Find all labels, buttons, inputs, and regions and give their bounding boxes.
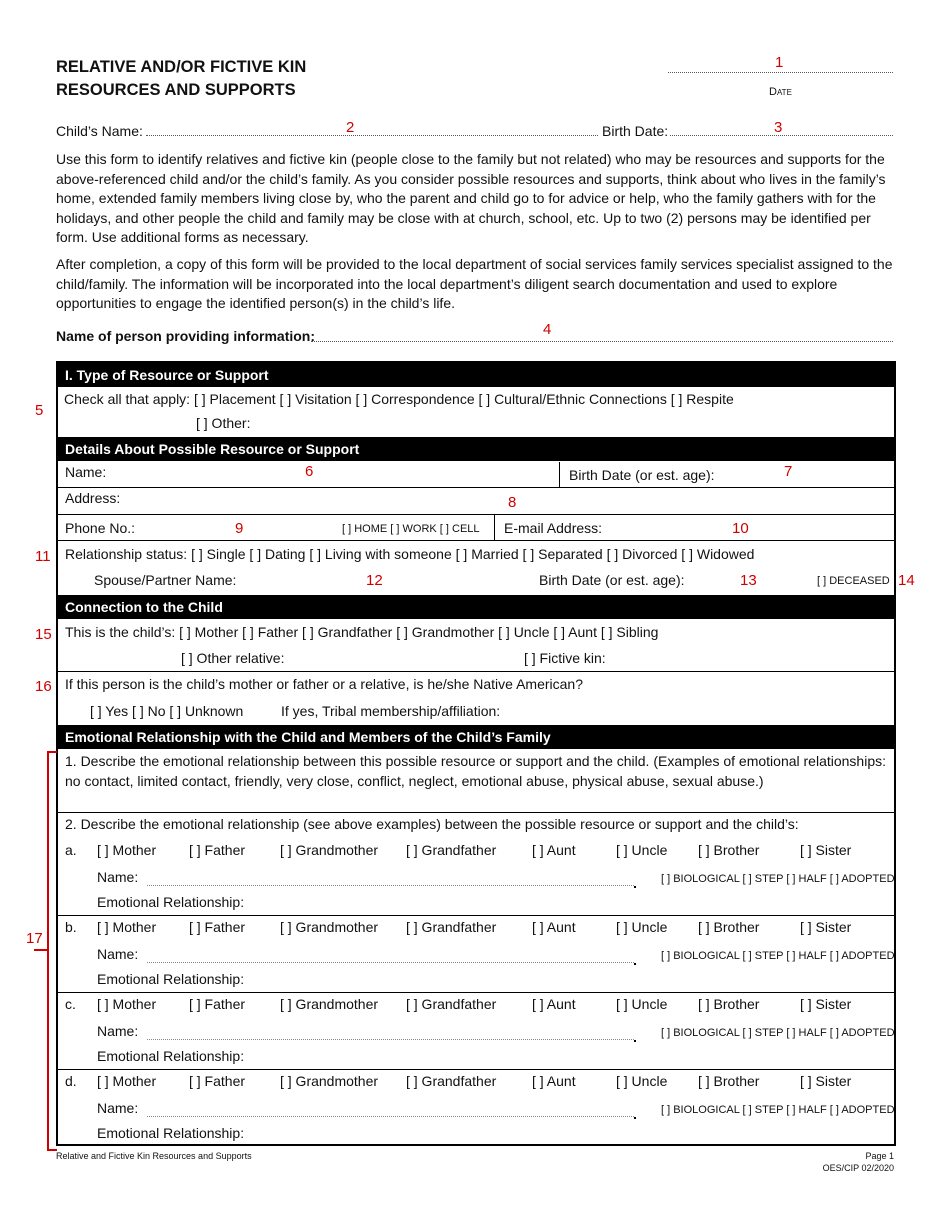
footer-page: Page 1 [865, 1151, 894, 1161]
form-title-line1: RELATIVE AND/OR FICTIVE KIN [56, 58, 307, 76]
dot-icon [634, 963, 636, 965]
option-father[interactable]: [ ] Father [189, 919, 246, 935]
option-aunt[interactable]: [ ] Aunt [532, 919, 576, 935]
option-mother[interactable]: [ ] Mother [97, 996, 157, 1012]
spouse-name-label: Spouse/Partner Name: [94, 572, 237, 588]
row-divider [57, 514, 895, 515]
row-name-label: Name: [97, 1023, 139, 1039]
option-father[interactable]: [ ] Father [189, 1073, 246, 1089]
marker-3: 3 [774, 119, 783, 136]
row-divider [57, 671, 895, 672]
emotional-question-1: 1. Describe the emotional relationship between this possible resource or support and the child. (Examples of emotional relationships: no contact, limited contact, friendly, very close, conflict, neglect, emotional abuse, physical abuse, sexual abuse.) [65, 753, 887, 789]
option-brother[interactable]: [ ] Brother [698, 919, 760, 935]
row-emotional-label: Emotional Relationship: [97, 1125, 245, 1141]
row-divider [57, 992, 895, 993]
option-uncle[interactable]: [ ] Uncle [616, 842, 668, 858]
marker-17: 17 [26, 930, 43, 947]
name-label: Name: [65, 464, 107, 480]
option-sister[interactable]: [ ] Sister [800, 842, 852, 858]
option-grandmother[interactable]: [ ] Grandmother [280, 842, 379, 858]
row-name-field[interactable] [147, 1039, 634, 1040]
cell-divider [494, 514, 495, 540]
row-letter: d. [65, 1073, 77, 1089]
spouse-birth-label: Birth Date (or est. age): [539, 572, 685, 588]
row-name-label: Name: [97, 946, 139, 962]
option-uncle[interactable]: [ ] Uncle [616, 996, 668, 1012]
row-relation-type-options[interactable]: [ ] BIOLOGICAL [ ] STEP [ ] HALF [ ] ADOPTED [661, 873, 895, 885]
option-grandfather[interactable]: [ ] Grandfather [406, 996, 497, 1012]
option-uncle[interactable]: [ ] Uncle [616, 919, 668, 935]
intro-paragraph-1: Use this form to identify relatives and fictive kin (people close to the family but not related) who may be resources and supports for the above-referenced child and/or the child’s family. As you consider possible resources and supports, think about who lives in the family’s home, extended family members living close by, who the parent and child go to for advice or help, who the family gathers with for the holidays, and other people the child and family may be close with at church, school, etc. Up to two (2) persons may be identified per form. Use additional forms as necessary. [56, 151, 886, 245]
row-divider [57, 915, 895, 916]
marker-14: 14 [898, 572, 915, 589]
marker-8: 8 [508, 494, 517, 511]
child-relation-options[interactable]: This is the child’s: [ ] Mother [ ] Father [ ] Grandfather [ ] Grandmother [ ] Uncle [ ] Aunt [ ] Sibling [65, 624, 659, 640]
phone-label: Phone No.: [65, 520, 136, 536]
row-name-field[interactable] [147, 1116, 634, 1117]
row-divider [57, 487, 895, 488]
option-aunt[interactable]: [ ] Aunt [532, 842, 576, 858]
row-emotional-label: Emotional Relationship: [97, 894, 245, 910]
marker-6: 6 [305, 463, 314, 480]
marker-4: 4 [543, 321, 552, 338]
row-name-field[interactable] [147, 962, 634, 963]
email-label: E-mail Address: [504, 520, 603, 536]
form-title-line2: RESOURCES AND SUPPORTS [56, 81, 296, 99]
option-grandfather[interactable]: [ ] Grandfather [406, 919, 497, 935]
deceased-checkbox[interactable]: [ ] DECEASED [817, 575, 890, 587]
row-relation-type-options[interactable]: [ ] BIOLOGICAL [ ] STEP [ ] HALF [ ] ADOPTED [661, 1104, 895, 1116]
option-mother[interactable]: [ ] Mother [97, 919, 157, 935]
phone-type-options[interactable]: [ ] HOME [ ] WORK [ ] CELL [342, 523, 480, 535]
option-brother[interactable]: [ ] Brother [698, 996, 760, 1012]
child-name-label: Child’s Name: [56, 123, 143, 139]
fictive-kin-option[interactable]: [ ] Fictive kin: [524, 650, 606, 666]
option-grandmother[interactable]: [ ] Grandmother [280, 996, 379, 1012]
section-emotional-header: Emotional Relationship with the Child and Members of the Child’s Family [57, 725, 895, 749]
footer-title: Relative and Fictive Kin Resources and Supports [56, 1151, 252, 1161]
bracket-17 [47, 751, 57, 1151]
option-grandmother[interactable]: [ ] Grandmother [280, 1073, 379, 1089]
row-divider [57, 540, 895, 541]
bracket-tick [34, 949, 48, 951]
option-mother[interactable]: [ ] Mother [97, 1073, 157, 1089]
marker-5: 5 [35, 402, 44, 419]
marker-1: 1 [775, 54, 784, 71]
resource-type-options[interactable]: Check all that apply: [ ] Placement [ ] Visitation [ ] Correspondence [ ] Cultural/Ethnic Connections [ ] Respite [64, 391, 734, 407]
option-uncle[interactable]: [ ] Uncle [616, 1073, 668, 1089]
cell-divider [559, 462, 560, 488]
resource-other-option[interactable]: [ ] Other: [196, 415, 251, 431]
option-father[interactable]: [ ] Father [189, 996, 246, 1012]
option-aunt[interactable]: [ ] Aunt [532, 996, 576, 1012]
resource-birth-label: Birth Date (or est. age): [569, 467, 715, 483]
section-type-header: I. Type of Resource or Support [57, 363, 895, 387]
marker-2: 2 [346, 119, 355, 136]
row-letter: a. [65, 842, 77, 858]
native-american-options[interactable]: [ ] Yes [ ] No [ ] Unknown [90, 703, 244, 719]
marker-10: 10 [732, 520, 749, 537]
marker-13: 13 [740, 572, 757, 589]
option-grandfather[interactable]: [ ] Grandfather [406, 842, 497, 858]
row-name-label: Name: [97, 1100, 139, 1116]
marker-16: 16 [35, 678, 52, 695]
option-brother[interactable]: [ ] Brother [698, 1073, 760, 1089]
row-name-label: Name: [97, 869, 139, 885]
option-father[interactable]: [ ] Father [189, 842, 246, 858]
intro-paragraph-2: After completion, a copy of this form will be provided to the local department of social services family services specialist assigned to the child/family. The information will be incorporated into the local department’s diligent search documentation and used to explore opportunities to engage the identified person(s) in the child’s life. [56, 256, 893, 311]
relationship-status-options[interactable]: Relationship status: [ ] Single [ ] Dating [ ] Living with someone [ ] Married [ ] Separated [ ] Divorced [ ] Widowed [65, 546, 755, 562]
option-grandfather[interactable]: [ ] Grandfather [406, 1073, 497, 1089]
option-sister[interactable]: [ ] Sister [800, 996, 852, 1012]
option-brother[interactable]: [ ] Brother [698, 842, 760, 858]
date-label: Date [769, 86, 792, 98]
person-providing-field[interactable] [311, 331, 893, 342]
row-relation-type-options[interactable]: [ ] BIOLOGICAL [ ] STEP [ ] HALF [ ] ADOPTED [661, 950, 895, 962]
marker-12: 12 [366, 572, 383, 589]
person-providing-label: Name of person providing information: [56, 328, 316, 344]
row-relation-type-options[interactable]: [ ] BIOLOGICAL [ ] STEP [ ] HALF [ ] ADOPTED [661, 1027, 895, 1039]
option-sister[interactable]: [ ] Sister [800, 919, 852, 935]
marker-7: 7 [784, 463, 793, 480]
dot-icon [634, 886, 636, 888]
option-mother[interactable]: [ ] Mother [97, 842, 157, 858]
option-aunt[interactable]: [ ] Aunt [532, 1073, 576, 1089]
row-emotional-label: Emotional Relationship: [97, 1048, 245, 1064]
marker-11: 11 [35, 548, 51, 565]
birth-date-label: Birth Date: [602, 123, 669, 139]
other-relative-option[interactable]: [ ] Other relative: [181, 650, 285, 666]
emotional-question-2: 2. Describe the emotional relationship (see above examples) between the possible resource or support and the child’s: [65, 816, 799, 832]
footer-code: OES/CIP 02/2020 [822, 1163, 894, 1173]
row-letter: b. [65, 919, 77, 935]
row-name-field[interactable] [147, 885, 634, 886]
option-grandmother[interactable]: [ ] Grandmother [280, 919, 379, 935]
dot-icon [634, 1117, 636, 1119]
section-details-header: Details About Possible Resource or Support [57, 437, 895, 461]
dot-icon [634, 1040, 636, 1042]
row-letter: c. [65, 996, 76, 1012]
native-american-question: If this person is the child’s mother or father or a relative, is he/she Native American? [65, 676, 583, 692]
option-sister[interactable]: [ ] Sister [800, 1073, 852, 1089]
marker-15: 15 [35, 626, 52, 643]
address-label: Address: [65, 490, 121, 506]
marker-9: 9 [235, 520, 244, 537]
row-divider [57, 812, 895, 813]
tribal-affiliation-label: If yes, Tribal membership/affiliation: [281, 703, 501, 719]
child-name-field[interactable] [146, 125, 598, 136]
row-divider [57, 1069, 895, 1070]
section-connection-header: Connection to the Child [57, 595, 895, 619]
row-emotional-label: Emotional Relationship: [97, 971, 245, 987]
